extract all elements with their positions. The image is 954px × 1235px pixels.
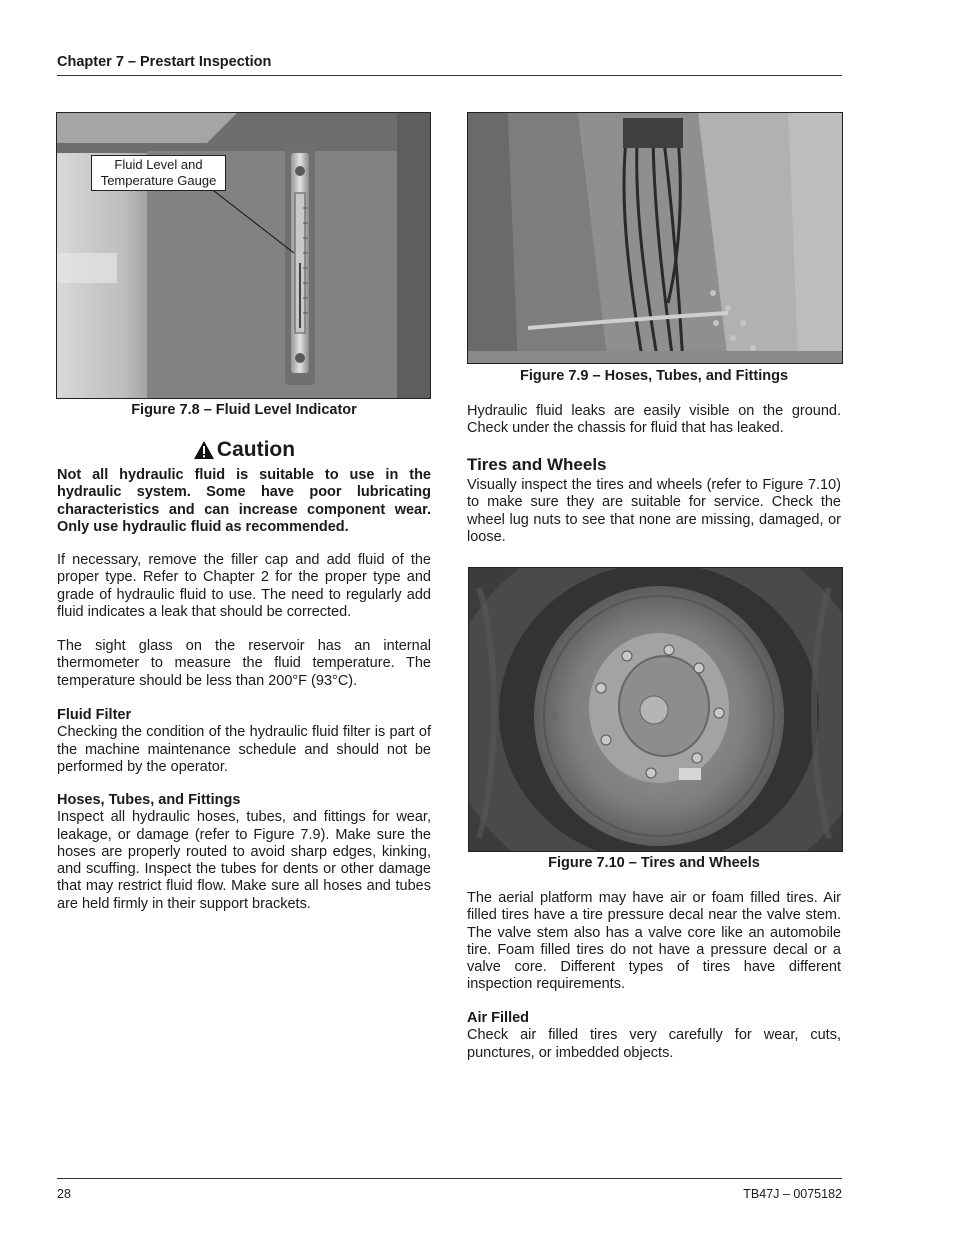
figure-7-9-caption: Figure 7.9 – Hoses, Tubes, and Fittings bbox=[519, 368, 789, 384]
figure-tire-photo bbox=[468, 567, 843, 852]
hoses-heading: Hoses, Tubes, and Fittings bbox=[57, 792, 241, 808]
caution-text: Not all hydraulic fluid is suitable to use in the hydraulic system. Some have poor lubricating characteristics and can increase component wear. Only use hydraulic fluid as recommended. bbox=[57, 467, 431, 535]
header-rule bbox=[57, 75, 842, 76]
tires-text: Visually inspect the tires and wheels (refer to Figure 7.10) to make sure they are suitable for service. Check the wheel lug nuts to see that none are missing, damaged, or loose. bbox=[467, 477, 841, 545]
figure-7-10-caption: Figure 7.10 – Tires and Wheels bbox=[548, 855, 760, 871]
leaks-paragraph: Hydraulic fluid leaks are easily visible on the ground. Check under the chassis for fluid that has leaked. bbox=[467, 403, 841, 437]
air-filled-heading: Air Filled bbox=[467, 1010, 530, 1026]
air-filled-section bbox=[467, 1010, 841, 1062]
footer-rule bbox=[57, 1178, 842, 1179]
sight-glass-paragraph: The sight glass on the reservoir has an internal thermometer to measure the fluid temperature. The temperature should be less than 200°F (93°C). bbox=[57, 638, 431, 689]
tire-types-paragraph: The aerial platform may have air or foam filled tires. Air filled tires have a tire pressure decal near the valve stem. The valve stem also has a valve core like an automobile tire. Foam filled tires do not have a pressure decal or a valve core. Different types of tires have different inspection requirements. bbox=[467, 890, 841, 993]
caution-heading bbox=[57, 438, 431, 462]
caution-title: Caution bbox=[216, 438, 296, 461]
fluid-filter-text: Checking the condition of the hydraulic fluid filter is part of the machine maintenance schedule and should not be performed by the operator. bbox=[57, 724, 431, 775]
fluid-filter-heading: Fluid Filter bbox=[57, 707, 132, 723]
hoses-section bbox=[57, 792, 431, 913]
figure-7-8-caption: Figure 7.8 – Fluid Level Indicator bbox=[131, 402, 357, 418]
warning-triangle-icon bbox=[193, 440, 215, 460]
doc-number: TB47J – 0075182 bbox=[743, 1187, 842, 1201]
chapter-header: Chapter 7 – Prestart Inspection bbox=[57, 54, 272, 70]
callout-line-2: Temperature Gauge bbox=[100, 173, 217, 188]
filler-paragraph: If necessary, remove the filler cap and add fluid of the proper type. Refer to Chapter 2 for the proper type and grade of hydraulic fluid to use. The need to regularly add fluid indicates a leak that should be corrected. bbox=[57, 552, 431, 620]
tires-heading: Tires and Wheels bbox=[467, 455, 607, 474]
air-filled-text: Check air filled tires very carefully for wear, cuts, punctures, or imbedded objects. bbox=[467, 1027, 841, 1061]
hoses-text: Inspect all hydraulic hoses, tubes, and fittings for wear, leakage, or damage (refer to Figure 7.9). Make sure the hoses are properly routed to avoid sharp edges, kinking, and scuffing. Inspect the tubes for dents or other damage that may restrict fluid flow. Make sure all hoses and tubes are held firmly in their support brackets. bbox=[57, 809, 431, 912]
fluid-filter-section bbox=[57, 707, 431, 776]
tires-section bbox=[467, 455, 841, 546]
page-number: 28 bbox=[57, 1187, 71, 1201]
fluid-gauge-callout bbox=[91, 155, 226, 191]
callout-line-1: Fluid Level and bbox=[114, 157, 203, 172]
figure-hoses-photo bbox=[467, 112, 843, 364]
